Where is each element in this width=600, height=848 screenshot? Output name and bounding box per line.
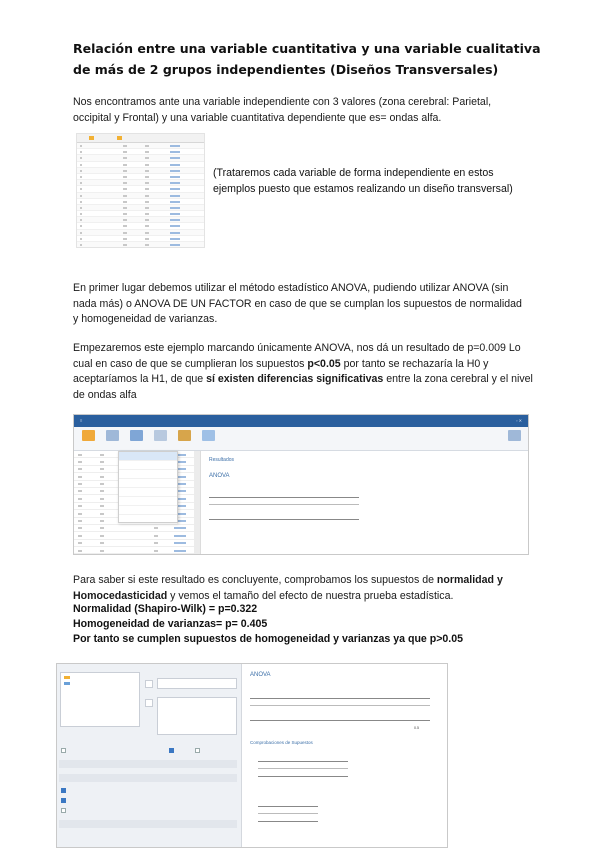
sheet-row: [77, 242, 204, 248]
anova-menu-screenshot: ≡ ▫ ✕ Resultados ANOVA: [73, 414, 529, 555]
grid-row: [74, 525, 194, 532]
section-header[interactable]: [59, 760, 237, 768]
conclusion-result: Por tanto se cumplen supuestos de homogeneidad y varianzas ya que p>0.05: [73, 633, 464, 645]
option-checkbox[interactable]: [61, 748, 66, 753]
anova-result-paragraph: Empezaremos este ejemplo marcando únicamente ANOVA, nos dá un resultado de p=0.009 Lo cual en caso de que se cumplieran los supuestos p<0.05 por tanto se rechazaría la H0 y aceptaríamos la H1, de que sí existen diferencias significativas entre la zona cerebral y el nivel de ondas alfa: [73, 342, 533, 401]
intro-paragraph: Nos encontramos ante una variable independiente con 3 valores (zona cerebral: Parietal, occipital y Frontal) y una variable cuantitativa dependiente que es= ondas alfa.: [73, 96, 492, 124]
fixed-factors-box[interactable]: [157, 697, 237, 735]
assumptions-heading: Comprobaciones de Supuestos: [250, 740, 313, 745]
qq-plot-checkbox[interactable]: [61, 808, 66, 813]
spreadsheet-thumbnail: [76, 133, 205, 248]
results-panel: [200, 451, 528, 554]
assumptions-paragraph: Para saber si este resultado es concluyente, comprobamos los supuestos de normalidad y Homocedasticidad y vemos el tamaño del efecto de nuestra prueba estadística.: [73, 574, 503, 602]
anova-heading: ANOVA: [250, 672, 271, 678]
anova-heading: ANOVA: [209, 473, 230, 479]
homogeneity-result: Homogeneidad de varianzas= p= 0.405: [73, 618, 268, 630]
results-panel: [242, 664, 447, 847]
variables-list[interactable]: [60, 672, 140, 727]
options-panel: [57, 664, 242, 848]
anova-dropdown-menu[interactable]: [118, 451, 178, 523]
normality-checkbox[interactable]: [61, 798, 66, 803]
normality-result: Normalidad (Shapiro-Wilk) = p=0.322: [73, 603, 258, 615]
results-heading: Resultados: [209, 457, 235, 463]
grid-row: [74, 540, 194, 547]
dependent-variable-box[interactable]: [157, 678, 237, 689]
page-title: Relación entre una variable cuantitativa y una variable cualitativa de más de 2 grupos independientes (Diseños Transversales): [73, 41, 541, 77]
anova-method-paragraph: En primer lugar debemos utilizar el método estadístico ANOVA, pudiendo utilizar ANOVA (sin nada más) o ANOVA DE UN FACTOR en caso de que se cumplan los supuestos de normalidad y homogeneidad de varianzas.: [73, 282, 522, 326]
anova-options-screenshot: [56, 663, 448, 848]
table-note: 0.5: [414, 726, 419, 730]
section-header[interactable]: [59, 820, 237, 828]
move-factor-button[interactable]: [145, 699, 153, 707]
option-checkbox[interactable]: [169, 748, 174, 753]
transversal-note: (Trataremos cada variable de forma independiente en estos ejemplos puesto que estamos realizando un diseño transversal): [213, 167, 513, 195]
grid-row: [74, 532, 194, 539]
move-dependent-button[interactable]: [145, 680, 153, 688]
section-header[interactable]: [59, 774, 237, 782]
homogeneity-checkbox[interactable]: [61, 788, 66, 793]
option-checkbox[interactable]: [195, 748, 200, 753]
grid-row: [74, 547, 194, 554]
